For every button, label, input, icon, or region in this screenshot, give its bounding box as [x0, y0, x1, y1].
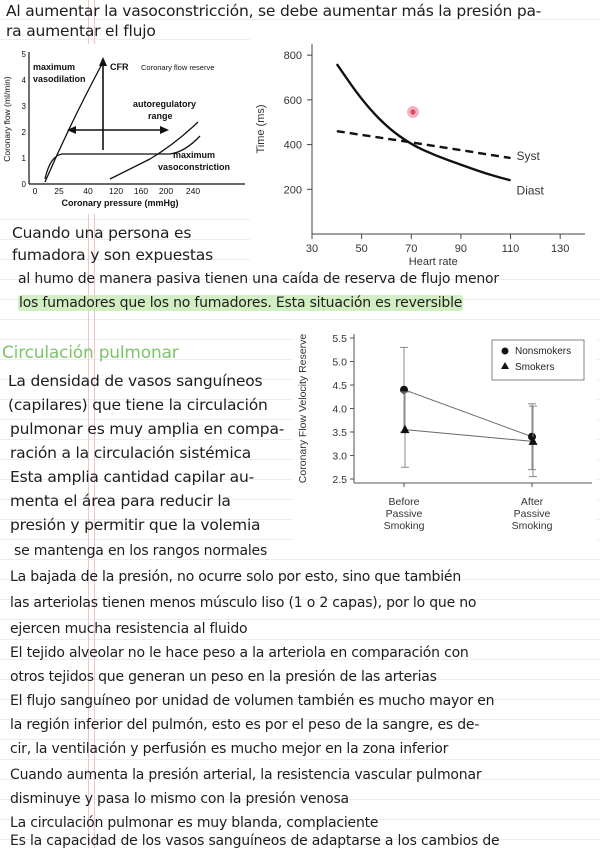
cfvr-legend	[492, 340, 584, 380]
y-tick-label: 600	[283, 94, 302, 107]
y-tick: 0	[21, 180, 26, 189]
note-line	[12, 246, 213, 264]
x-category-label: Passive	[513, 508, 551, 520]
note-line	[8, 372, 262, 390]
max-vasodilation-label: vasodilation	[33, 74, 86, 84]
note-line-text: las arteriolas tienen menos músculo liso (1 o 2 capas), por lo que no	[10, 595, 477, 611]
note-line-text: presión y permitir que la volemia	[10, 516, 261, 534]
x-category-label: Passive	[385, 508, 423, 520]
note-line	[6, 22, 156, 40]
x-tick-label: 110	[501, 243, 520, 255]
note-line	[10, 790, 349, 808]
note-line-text: menta el área para reducir la	[10, 492, 231, 510]
x-tick: 240	[185, 186, 201, 196]
y-axis-label-line: Coronary Flow Velocity Reserve	[297, 333, 309, 484]
x-tick-label: 70	[405, 243, 418, 255]
note-line	[10, 444, 251, 462]
cfr-label: CFR	[110, 62, 129, 72]
note-line	[10, 814, 378, 832]
note-line-text: Al aumentar la vasoconstricción, se debe aumentar más la presión pa-	[6, 2, 542, 20]
y-tick: 5	[21, 50, 26, 59]
x-tick: 120	[108, 186, 124, 196]
note-line-text: se mantenga en los rangos normales	[14, 543, 268, 559]
x-tick: 40	[83, 186, 93, 196]
note-line-text: El flujo sanguíneo por unidad de volumen también es mucho mayor en	[10, 693, 495, 709]
y-tick: 3	[21, 102, 26, 111]
note-line	[18, 270, 499, 288]
note-line-text: Es la capacidad de los vasos sanguíneos de adaptarse a los cambios de	[10, 833, 500, 849]
x-category-label: Smoking	[383, 520, 425, 532]
note-line-text: ración a la circulación sistémica	[10, 444, 252, 462]
y-tick-label: 2.5	[332, 474, 347, 486]
note-line	[10, 644, 469, 662]
y-tick-label: 3.5	[332, 427, 347, 439]
note-line-text: El tejido alveolar no le hace peso a la arteriola en comparación con	[10, 645, 469, 661]
note-line-text: fumadora y son expuestas	[12, 246, 213, 264]
note-line	[10, 516, 260, 534]
note-line-text: Cuando una persona es	[12, 224, 192, 242]
note-line-text: (capilares) que tiene la circulación	[8, 396, 268, 414]
y-tick-label: 200	[283, 184, 302, 197]
note-line	[10, 716, 479, 734]
series-label-diast: Diast	[516, 183, 544, 198]
heart-rate-chart	[250, 36, 600, 266]
cfr-description: Coronary flow reserve	[141, 63, 215, 72]
note-line	[10, 620, 247, 638]
x-category-label: Before	[388, 496, 420, 508]
note-line	[12, 224, 191, 242]
max-vasoconstriction-label: vasoconstriction	[158, 162, 231, 172]
note-line	[10, 740, 448, 758]
x-category-label: Smoking	[511, 520, 553, 532]
x-tick: 0	[32, 186, 38, 196]
x-tick-label: 30	[305, 243, 319, 255]
series-label-syst: Syst	[516, 149, 540, 163]
note-line-text: ra aumentar el flujo	[6, 22, 156, 40]
note-line	[14, 542, 267, 560]
note-line-text: La circulación pulmonar es muy blanda, complaciente	[10, 815, 379, 831]
autoregulatory-label: range	[148, 111, 173, 121]
note-line-text: la región inferior del pulmón, esto es por el peso de la sangre, es de-	[10, 717, 480, 733]
x-tick-label: 50	[355, 243, 368, 255]
highlight-dot-icon	[410, 109, 415, 114]
section-title	[2, 344, 179, 362]
autoregulation-figure	[0, 44, 250, 214]
note-line	[10, 668, 437, 686]
y-tick-label: 400	[283, 139, 302, 152]
note-line-text: Cuando aumenta la presión arterial, la resistencia vascular pulmonar	[10, 767, 482, 783]
y-tick-label: 5.5	[332, 333, 347, 345]
y-tick-label: 3.0	[332, 450, 347, 463]
cfvr-chart	[292, 326, 597, 548]
x-category-label: After	[520, 496, 544, 508]
y-tick-label: 4.5	[332, 380, 347, 392]
note-line-text: cir, la ventilación y perfusión es mucho mejor en la zona inferior	[10, 741, 449, 757]
x-tick-label: 130	[551, 243, 570, 255]
y-tick-label: 800	[283, 50, 302, 63]
note-line	[10, 594, 476, 612]
x-tick: 160	[133, 186, 149, 196]
note-line-text: ejercen mucha resistencia al fluido	[10, 621, 248, 637]
x-tick: 25	[54, 186, 64, 196]
max-vasoconstriction-label: maximum	[173, 150, 216, 160]
y-tick-label: 4.0	[332, 403, 347, 416]
note-line	[18, 294, 463, 312]
note-line-text: La bajada de la presión, no ocurre solo por esto, sino que también	[10, 569, 462, 585]
note-line	[10, 420, 284, 438]
note-line	[10, 692, 494, 710]
note-line-text: al humo de manera pasiva tienen una caída de reserva de flujo menor	[18, 271, 499, 287]
note-line-text: La densidad de vasos sanguíneos	[8, 372, 263, 390]
x-tick-label: 90	[454, 243, 468, 255]
y-tick: 1	[21, 154, 26, 163]
note-line	[10, 766, 481, 784]
section-title-text: Circulación pulmonar	[2, 343, 179, 363]
x-axis-label: Coronary pressure (mmHg)	[61, 198, 179, 208]
y-axis-label: Time (ms)	[255, 104, 267, 154]
max-vasodilation-label: maximum	[33, 62, 76, 72]
note-line-text: disminuye y pasa lo mismo con la presión venosa	[10, 791, 349, 807]
note-line-text: Esta amplia cantidad capilar au-	[10, 468, 254, 486]
nonsmokers-marker-icon	[502, 348, 509, 355]
note-line	[6, 2, 541, 20]
x-tick: 200	[158, 186, 174, 196]
note-line	[10, 832, 499, 850]
note-line-text: otros tejidos que generan un peso en la presión de las arterias	[10, 669, 437, 685]
y-tick: 4	[21, 76, 26, 85]
note-line-text: los fumadores que los no fumadores. Esta situación es reversible	[19, 295, 463, 311]
note-line	[10, 492, 231, 510]
legend-smokers: Smokers	[515, 362, 555, 373]
note-line	[10, 468, 254, 486]
y-tick-label: 5.0	[332, 356, 347, 369]
x-axis-label: Heart rate	[408, 256, 458, 266]
note-line	[8, 396, 268, 414]
note-line-text: pulmonar es muy amplia en compa-	[10, 420, 285, 438]
note-line	[10, 568, 461, 586]
autoregulatory-label: autoregulatory	[133, 99, 197, 109]
y-axis-label: Coronary flow (ml/min)	[2, 76, 12, 162]
y-tick: 2	[21, 128, 26, 137]
legend-nonsmokers: Nonsmokers	[515, 346, 572, 357]
